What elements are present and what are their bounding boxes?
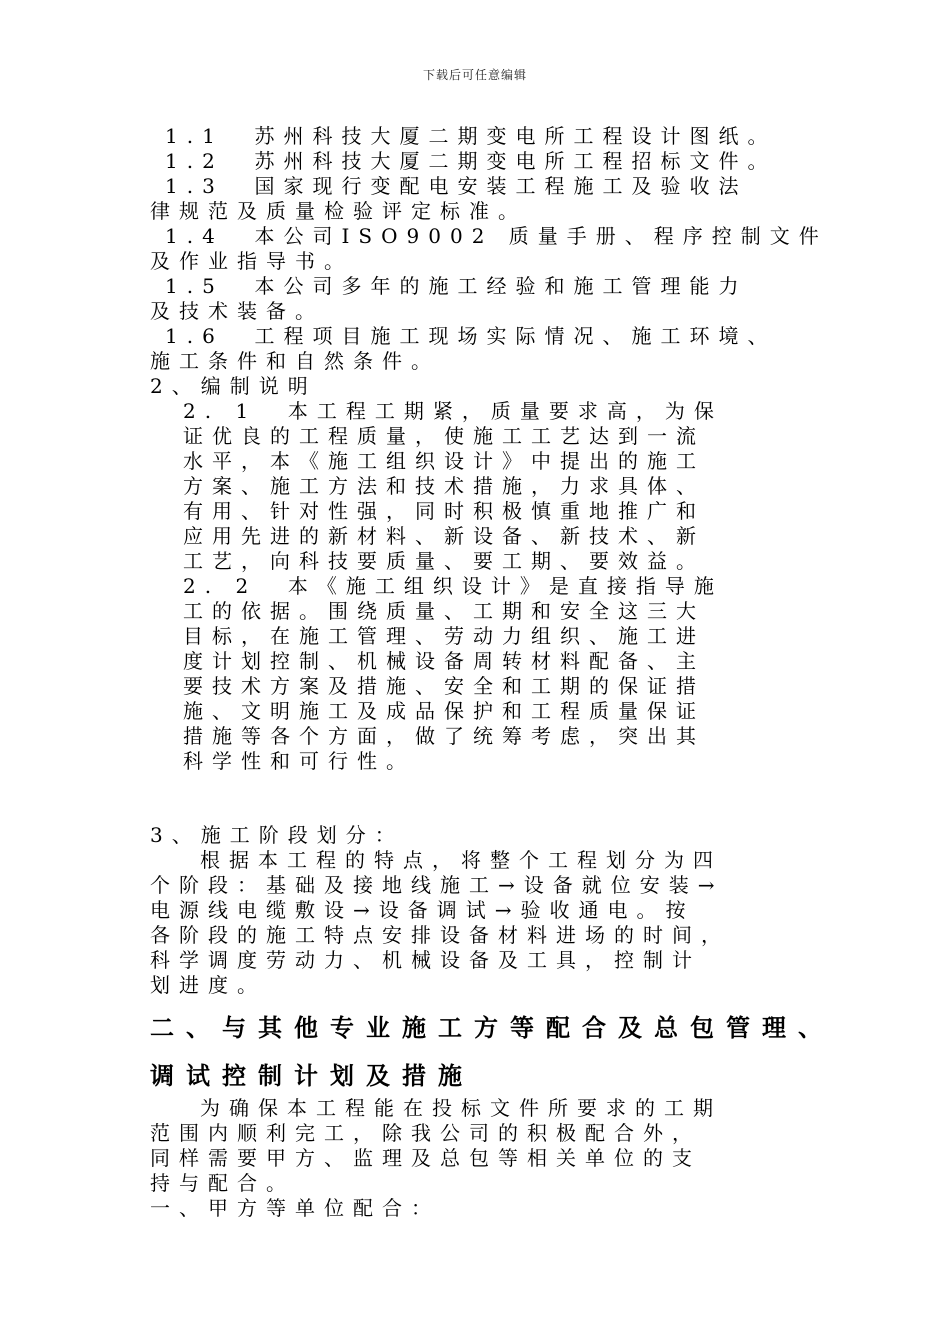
section-heading: 一、甲方等单位配合： (150, 1196, 440, 1220)
text-line: 水平，本《施工组织设计》中提出的施工 (183, 449, 705, 473)
text-line: 目标，在施工管理、劳动力组织、施工进 (183, 624, 705, 648)
text-line: 律规范及质量检验评定标准。 (150, 199, 527, 223)
section-heading: 2、编制说明 (150, 374, 317, 398)
chapter-heading: 调试控制计划及措施 (150, 1061, 474, 1090)
page-header: 下载后可任意编辑 (422, 68, 527, 82)
text-line: 措施等各个方面，做了统筹考虑，突出其 (183, 724, 705, 748)
text-line: 要技术方案及措施、安全和工期的保证措 (183, 674, 705, 698)
text-line: 1.6 工程项目施工现场实际情况、施工环境、 (165, 324, 777, 348)
text-line: 为确保本工程能在投标文件所要求的工期 (200, 1096, 722, 1120)
text-line: 有用、针对性强，同时积极慎重地推广和 (183, 499, 705, 523)
text-line: 各阶段的施工特点安排设备材料进场的时间， (150, 923, 730, 947)
text-line: 2. 2 本《施工组织设计》是直接指导施 (183, 574, 723, 598)
text-line: 1.2 苏州科技大厦二期变电所工程招标文件。 (165, 149, 777, 173)
chapter-heading: 二、与其他专业施工方等配合及总包管理、 (150, 1013, 834, 1042)
text-line: 范围内顺利完工，除我公司的积极配合外， (150, 1121, 701, 1145)
text-line: 科学性和可行性。 (183, 749, 415, 773)
text-line: 施、文明施工及成品保护和工程质量保证 (183, 699, 705, 723)
text-line: 1.4 本公司ISO9002 质量手册、程序控制文件 (165, 224, 828, 248)
text-line: 科学调度劳动力、机械设备及工具，控制计 (150, 948, 701, 972)
text-line: 1.1 苏州科技大厦二期变电所工程设计图纸。 (165, 124, 777, 148)
text-line: 1.5 本公司多年的施工经验和施工管理能力 (165, 274, 748, 298)
text-line: 1.3 国家现行变配电安装工程施工及验收法 (165, 174, 748, 198)
section-heading: 3、施工阶段划分： (150, 823, 404, 847)
text-line: 持与配合。 (150, 1171, 295, 1195)
text-line: 方案、施工方法和技术措施，力求具体、 (183, 474, 705, 498)
text-line: 应用先进的新材料、新设备、新技术、新 (183, 524, 705, 548)
text-line: 施工条件和自然条件。 (150, 349, 440, 373)
text-line: 工的依据。围绕质量、工期和安全这三大 (183, 599, 705, 623)
text-line: 划进度。 (150, 973, 266, 997)
text-line: 及作业指导书。 (150, 249, 353, 273)
text-line: 2. 1 本工程工期紧，质量要求高，为保 (183, 399, 723, 423)
text-line: 证优良的工程质量，使施工工艺达到一流 (183, 424, 705, 448)
text-line: 同样需要甲方、监理及总包等相关单位的支 (150, 1146, 701, 1170)
text-line: 个阶段：基础及接地线施工→设备就位安装→ (150, 873, 724, 897)
text-line: 电源线电缆敷设→设备调试→验收通电。按 (150, 898, 695, 922)
text-line: 及技术装备。 (150, 299, 324, 323)
text-line: 工艺，向科技要质量、要工期、要效益。 (183, 549, 705, 573)
text-line: 根据本工程的特点，将整个工程划分为四 (200, 848, 722, 872)
text-line: 度计划控制、机械设备周转材料配备、主 (183, 649, 705, 673)
